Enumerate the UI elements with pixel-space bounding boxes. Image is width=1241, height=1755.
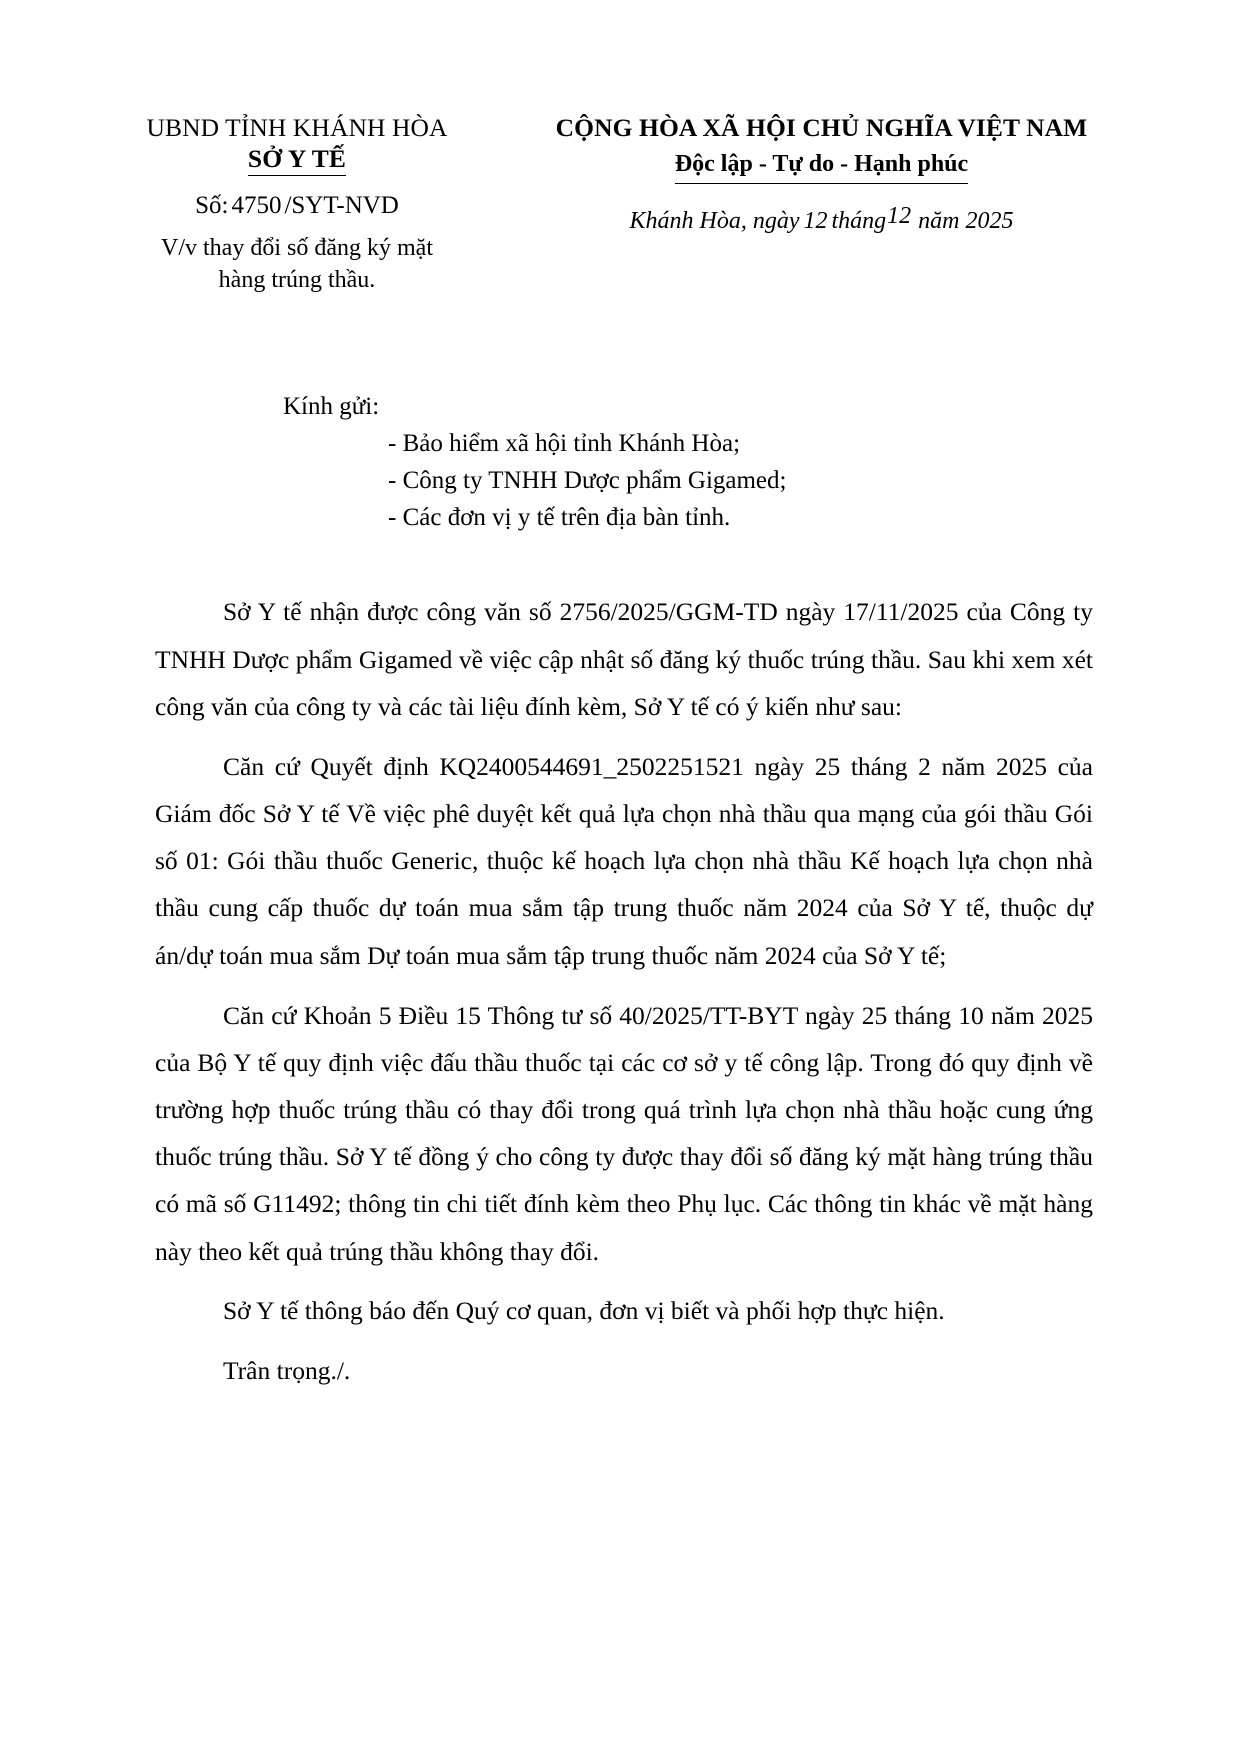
- body-paragraph-5: Trân trọng./.: [223, 1355, 351, 1385]
- body-paragraph-1: Sở Y tế nhận được công văn số 2756/2025/GGM-TD ngày 17/11/2025 của Công ty TNHH Dược phẩm Gigamed về việc cập nhật số đăng ký thuốc trúng thầu. Sau khi xem xét công văn của công ty và các tài liệu đính kèm, Sở Y tế có ý kiến như sau:: [155, 597, 1093, 721]
- dateline-day: 12: [803, 208, 828, 235]
- dateline-year: 2025: [965, 208, 1014, 235]
- recipients-list: [283, 426, 1241, 536]
- letterhead: [0, 0, 1241, 296]
- letterhead-left-column: [112, 112, 482, 296]
- document-number-suffix: /SYT-NVD: [284, 191, 399, 219]
- list-item: - Các đơn vị y tế trên địa bàn tỉnh.: [388, 503, 731, 531]
- national-title: CỘNG HÒA XÃ HỘI CHỦ NGHĨA VIỆT NAM: [555, 113, 1088, 142]
- body-paragraph-2: Căn cứ Quyết định KQ2400544691_2502251521 ngày 25 tháng 2 năm 2025 của Giám đốc Sở Y tế Về việc phê duyệt kết quả lựa chọn nhà thầu qua mạng của gói thầu Gói số 01: Gói thầu thuốc Generic, thuộc kế hoạch lựa chọn nhà thầu Kế hoạch lựa chọn nhà thầu cung cấp thuốc dự toán mua sắm tập trung thuốc năm 2024 của Sở Y tế, thuộc dự án/dự toán mua sắm Dự toán mua sắm tập trung thuốc năm 2024 của Sở Y tế;: [155, 751, 1093, 970]
- document-subject-line-2: hàng trúng thầu.: [218, 267, 376, 294]
- organization-name-underlined: SỞ Y TẾ: [248, 144, 346, 176]
- dateline-month: 12: [887, 203, 912, 230]
- dateline-place: Khánh Hòa, ngày: [629, 208, 800, 235]
- list-item: - Công ty TNHH Dược phẩm Gigamed;: [388, 466, 787, 494]
- letterhead-right-column: [482, 112, 1151, 237]
- body-paragraph-3: Căn cứ Khoản 5 Điều 15 Thông tư số 40/2025/TT-BYT ngày 25 tháng 10 năm 2025 của Bộ Y tế quy định việc đấu thầu thuốc tại các cơ sở y tế công lập. Trong đó quy định về trường hợp thuốc trúng thầu có thay đổi trong quá trình lựa chọn nhà thầu hoặc cung ứng thuốc trúng thầu. Sở Y tế đồng ý cho công ty được thay đổi số đăng ký mặt hàng trúng thầu có mã số G11492; thông tin chi tiết đính kèm theo Phụ lục. Các thông tin khác về mặt hàng này theo kết quả trúng thầu không thay đổi.: [155, 1000, 1093, 1266]
- document-subject-line-1: V/v thay đổi số đăng ký mặt: [161, 234, 433, 261]
- body-paragraph-4: Sở Y tế thông báo đến Quý cơ quan, đơn vị biết và phối hợp thực hiện.: [223, 1295, 945, 1325]
- dateline-month-label: tháng: [831, 208, 887, 235]
- document-number: [112, 190, 482, 221]
- issuing-organization-name: [112, 143, 482, 174]
- parent-organization-name: UBND TỈNH KHÁNH HÒA: [146, 113, 448, 142]
- dateline-year-label: năm: [918, 208, 960, 235]
- document-body: [0, 588, 1241, 1394]
- document-number-label: Số:: [195, 191, 229, 219]
- national-motto: Độc lập - Tự do - Hạnh phúc: [675, 149, 968, 184]
- document-number-value: 4750: [231, 191, 282, 219]
- dateline: [492, 203, 1151, 237]
- document-subject: [112, 233, 482, 296]
- recipients-block: [0, 390, 1241, 536]
- list-item: - Bảo hiểm xã hội tỉnh Khánh Hòa;: [388, 430, 741, 458]
- recipients-label: Kính gửi:: [283, 393, 380, 421]
